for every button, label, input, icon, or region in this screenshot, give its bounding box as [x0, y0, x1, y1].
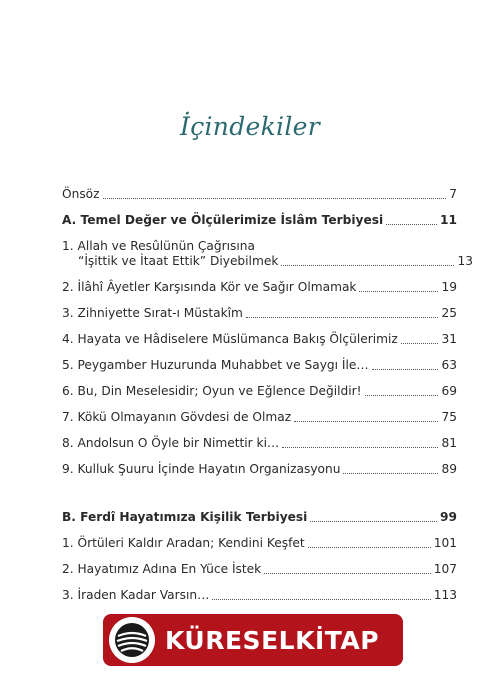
toc-entry-title: Önsöz — [62, 187, 100, 201]
toc-entry-b1 — [62, 536, 457, 562]
toc-entry-b3 — [62, 588, 457, 614]
toc-page-number: 31 — [441, 332, 457, 346]
logo-wordmark: KÜRESELKİTAP — [165, 625, 380, 655]
toc-page-number: 13 — [457, 254, 473, 268]
toc-entry-2 — [62, 280, 457, 306]
toc-entry-title: 1. Örtüleri Kaldır Aradan; Kendini Keşfet — [62, 536, 305, 550]
toc-entry-4 — [62, 332, 457, 358]
kuresel-kitap-logo — [103, 614, 403, 666]
toc-page-number: 99 — [440, 510, 457, 524]
toc-entry-onsoz — [62, 187, 457, 213]
dot-leader — [103, 198, 447, 199]
toc-entry-title: 9. Kulluk Şuuru İçinde Hayatın Organizasyonu — [62, 462, 341, 476]
toc-entry-title: 4. Hayata ve Hâdiselere Müslümanca Bakış Ölçülerimiz — [62, 332, 398, 346]
toc-page-number: 113 — [433, 588, 457, 602]
toc-entry-title: 6. Bu, Din Meselesidir; Oyun ve Eğlence Değildir! — [62, 384, 362, 398]
dot-leader — [310, 521, 437, 522]
toc-entry-b2 — [62, 562, 457, 588]
toc-entry-title: 3. İraden Kadar Varsın… — [62, 588, 210, 602]
dot-leader — [365, 395, 439, 396]
toc-entry-7 — [62, 410, 457, 436]
globe-stripes-icon — [109, 617, 155, 663]
toc-entry-title: 7. Kökü Olmayanın Gövdesi de Olmaz — [62, 410, 292, 424]
toc-page-number: 107 — [433, 562, 457, 576]
dot-leader — [343, 473, 438, 474]
toc-page-number: 81 — [441, 436, 457, 450]
toc-section-title: B. Ferdî Hayatımıza Kişilik Terbiyesi — [62, 510, 308, 524]
toc-entry-9 — [62, 462, 457, 488]
toc-section-b — [62, 510, 457, 536]
toc-page-number: 69 — [441, 384, 457, 398]
toc-page-number: 63 — [441, 358, 457, 372]
toc-page-number: 75 — [441, 410, 457, 424]
toc-page-number: 19 — [441, 280, 457, 294]
dot-leader — [212, 599, 430, 600]
toc-page-number: 25 — [441, 306, 457, 320]
toc-section-a — [62, 213, 457, 239]
dot-leader — [308, 547, 431, 548]
toc-entry-8 — [62, 436, 457, 462]
dot-leader — [372, 369, 439, 370]
toc-entry-title: 2. Hayatımız Adına En Yüce İstek — [62, 562, 262, 576]
toc-entry-1 — [62, 239, 473, 280]
table-of-contents — [62, 187, 473, 614]
toc-page-number: 89 — [441, 462, 457, 476]
dot-leader — [401, 343, 439, 344]
dot-leader — [386, 224, 437, 225]
dot-leader — [359, 291, 438, 292]
toc-entry-title: 2. İlâhî Âyetler Karşısında Kör ve Sağır Olmamak — [62, 280, 357, 294]
dot-leader — [246, 317, 439, 318]
toc-page-number: 101 — [433, 536, 457, 550]
page-title: İçindekiler — [180, 112, 320, 141]
toc-entry-title: 8. Andolsun O Öyle bir Nimettir ki… — [62, 436, 280, 450]
toc-entry-title: 5. Peygamber Huzurunda Muhabbet ve Saygı İle… — [62, 358, 369, 372]
dot-leader — [264, 573, 430, 574]
dot-leader — [282, 447, 438, 448]
dot-leader — [281, 265, 454, 266]
toc-entry-title: 3. Zihniyette Sırat-ı Müstakîm — [62, 306, 243, 320]
toc-entry-title-line2: “İşittik ve İtaat Ettik” Diyebilmek — [78, 254, 279, 268]
toc-section-title: A. Temel Değer ve Ölçülerimize İslâm Terbiyesi — [62, 213, 384, 227]
toc-entry-title-line1: 1. Allah ve Resûlünün Çağrısına — [62, 239, 255, 253]
toc-entry-6 — [62, 384, 457, 410]
toc-entry-5 — [62, 358, 457, 384]
toc-page-number: 11 — [440, 213, 457, 227]
toc-page-number: 7 — [449, 187, 457, 201]
dot-leader — [294, 421, 438, 422]
toc-entry-3 — [62, 306, 457, 332]
